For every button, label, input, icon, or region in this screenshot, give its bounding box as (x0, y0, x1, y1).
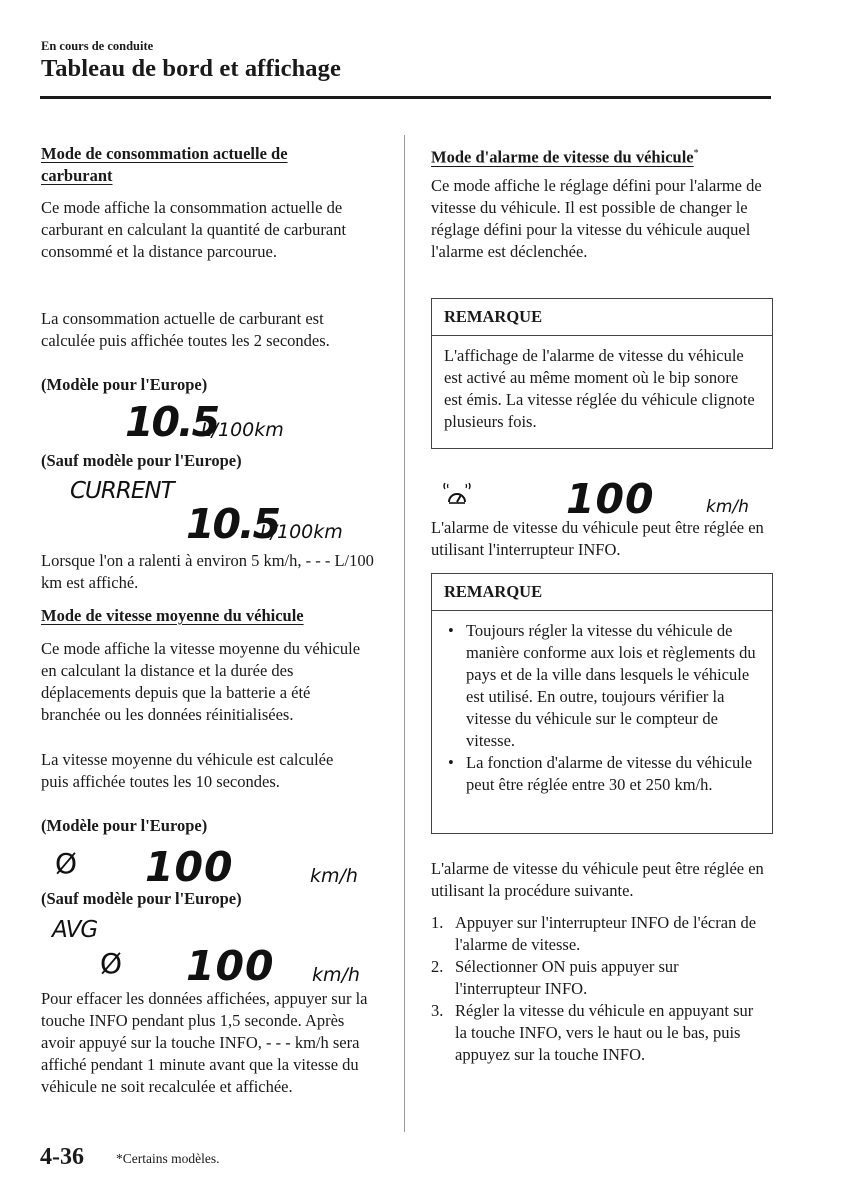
speed-europe-value: 100 (145, 843, 234, 891)
title-rule (40, 96, 771, 99)
average-symbol-icon: Ø (100, 947, 123, 980)
step-text: Sélectionner ON puis appuyer sur l'interrupteur INFO. (455, 957, 679, 998)
fuel-other-value: 10.5 (186, 500, 280, 548)
fuel-europe-label: (Modèle pour l'Europe) (41, 375, 208, 394)
procedure-step (431, 1000, 756, 1066)
fuel-other-caption: CURRENT (70, 478, 174, 504)
alarm-paragraph-2: L'alarme de vitesse du véhicule peut être réglée en utilisant l'interrupteur INFO. (431, 518, 764, 559)
alarm-display (440, 475, 765, 523)
section-label: En cours de conduite (41, 39, 154, 53)
fuel-paragraph-1: Ce mode affiche la consommation actuelle de carburant en calculant la quantité de carburant consommé et la distance parcourue. (41, 198, 347, 261)
note-box-1 (431, 298, 773, 449)
step-text: Appuyer sur l'interrupteur INFO de l'écran de l'alarme de vitesse. (455, 913, 757, 954)
note-bullet-item: • La fonction d'alarme de vitesse du véhicule peut être réglée entre 30 et 250 km/h. (444, 752, 760, 796)
fuel-paragraph-2: La consommation actuelle de carburant est calculée puis affichée toutes les 2 secondes. (41, 309, 330, 350)
fuel-heading (41, 143, 361, 187)
speed-heading (41, 605, 371, 627)
fuel-other-label: (Sauf modèle pour l'Europe) (41, 451, 242, 470)
note-text: L'affichage de l'alarme de vitesse du véhicule est activé au même moment où le bip sonore est émis. La vitesse réglée du véhicule clignote plusieurs fois. (444, 346, 755, 431)
note-bullets (444, 620, 760, 796)
speed-other-value: 100 (186, 942, 275, 990)
speed-paragraph-1: Ce mode affiche la vitesse moyenne du véhicule en calculant la distance et la durée des déplacements depuis que la batterie a été branchée ou les données réinitialisées. (41, 639, 361, 724)
alarm-paragraph-1: Ce mode affiche le réglage défini pour l'alarme de vitesse du véhicule. Il est possible de changer le réglage défini pour la vitesse du véhicule auquel l'alarme est déclenchée. (431, 176, 762, 261)
note-title: REMARQUE (432, 574, 772, 611)
alarm-paragraph-3: L'alarme de vitesse du véhicule peut être réglée en utilisant la procédure suivante. (431, 859, 764, 900)
speed-paragraph-2: La vitesse moyenne du véhicule est calculée puis affichée toutes les 10 secondes. (41, 750, 334, 791)
fuel-europe-unit: L/100km (201, 419, 284, 441)
speed-other-unit: km/h (312, 964, 360, 986)
fuel-heading-text: Mode de consommation actuelle de carburant (41, 144, 288, 185)
column-divider (404, 135, 405, 1132)
procedure-step (431, 912, 756, 956)
alarm-value: 100 (566, 475, 655, 523)
footnote: *Certains modèles. (116, 1151, 220, 1166)
alarm-heading (431, 143, 771, 169)
fuel-other-display (186, 500, 366, 548)
footnote-mark: * (693, 148, 699, 159)
procedure-steps (431, 912, 756, 1066)
speed-alarm-icon (442, 483, 472, 509)
speed-other-caption: AVG (52, 917, 98, 943)
fuel-europe-value: 10.5 (125, 398, 219, 446)
average-symbol-icon: Ø (55, 847, 78, 880)
page-title: Tableau de bord et affichage (41, 55, 341, 82)
note-list (432, 611, 772, 804)
fuel-other-unit: L/100km (260, 521, 343, 543)
page-number: 4-36 (40, 1144, 84, 1170)
alarm-heading-text: Mode d'alarme de vitesse du véhicule (431, 147, 694, 167)
speed-europe-unit: km/h (310, 865, 358, 887)
speed-heading-text: Mode de vitesse moyenne du véhicule (41, 606, 304, 625)
speed-europe-display (55, 843, 375, 891)
note-bullet-item: • Toujours régler la vitesse du véhicule de manière conforme aux lois et règlements du pays et de la ville dans lesquels le véhicule est utilisé. En outre, toujours vérifier la vitesse du véhicule sur le compteur de vitesse. (444, 620, 760, 752)
fuel-europe-display (125, 398, 305, 446)
fuel-paragraph-3: Lorsque l'on a ralenti à environ 5 km/h, - - - L/100 km est affiché. (41, 551, 374, 592)
speed-other-display (100, 942, 380, 990)
note-box-2 (431, 573, 773, 834)
procedure-step (431, 956, 756, 1000)
speed-paragraph-3: Pour effacer les données affichées, appuyer sur la touche INFO pendant plus 1,5 seconde. Après avoir appuyé sur la touche INFO, - - - km/h sera affiché pendant 1 minute avant que la vitesse du véhicule ne soit recalculée et affichée. (41, 989, 368, 1096)
note-title: REMARQUE (432, 299, 772, 336)
step-number: 1. (431, 913, 444, 932)
step-number: 3. (431, 1001, 444, 1020)
step-text: Régler la vitesse du véhicule en appuyant sur la touche INFO, vers le haut ou le bas, puis appuyez sur la touche INFO. (455, 1001, 754, 1064)
speed-other-label: (Sauf modèle pour l'Europe) (41, 889, 242, 908)
alarm-unit: km/h (706, 497, 749, 517)
step-number: 2. (431, 957, 444, 976)
speed-europe-label: (Modèle pour l'Europe) (41, 816, 208, 835)
